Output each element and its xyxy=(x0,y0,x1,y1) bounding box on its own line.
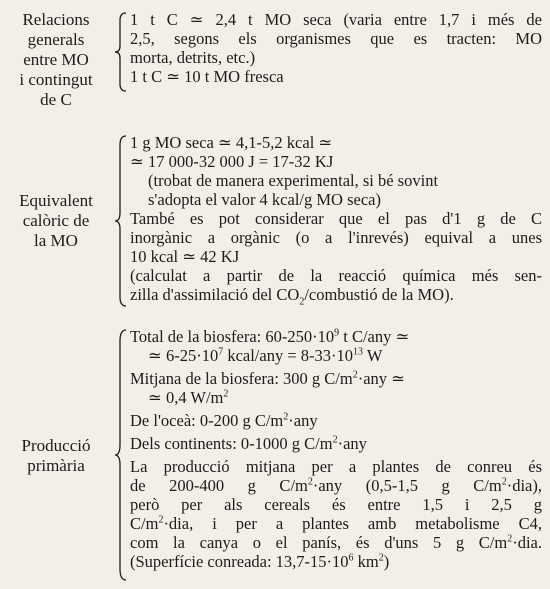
label-line: i contingut xyxy=(19,70,93,89)
text-line xyxy=(130,476,542,495)
text-line: La producció mitjana per a plantes de conreu és xyxy=(130,457,542,476)
text-line xyxy=(130,411,542,430)
curly-brace xyxy=(112,135,128,307)
text-fragment: ·dia, i per a plantes amb metabolisme C4, xyxy=(163,514,542,533)
text-fragment: ·any ≃ xyxy=(357,369,405,388)
superscript: 2 xyxy=(307,476,313,488)
text-fragment: t C/any ≃ xyxy=(339,327,410,346)
text-fragment: /combustió de la MO). xyxy=(304,285,454,304)
text-line xyxy=(130,552,542,571)
superscript: 6 xyxy=(348,552,354,564)
superscript: 2 xyxy=(158,514,164,526)
section-label xyxy=(0,191,112,251)
superscript: 2 xyxy=(332,434,338,446)
text-fragment: ≃ 6-25·10 xyxy=(148,346,219,365)
text-fragment: Total de la biosfera: 60-250·10 xyxy=(130,327,335,346)
subscript: 2 xyxy=(299,296,305,308)
text-line xyxy=(130,285,542,308)
text-line: També es pot considerar que el pas d'1 g de C xyxy=(130,209,542,228)
text-fragment: ·any xyxy=(337,434,367,453)
section-produccio xyxy=(0,325,550,585)
label-line: entre MO xyxy=(23,50,89,69)
text-line: però per als cereals és entre 1,5 i 2,5 g xyxy=(130,495,542,514)
label-line: Equivalent xyxy=(19,191,93,210)
text-fragment: de 200-400 g C/m xyxy=(130,476,308,495)
text-fragment: De l'oceà: 0-200 g C/m xyxy=(130,411,284,430)
superscript: 2 xyxy=(352,369,358,381)
section-content xyxy=(130,327,542,571)
superscript: 2 xyxy=(283,411,289,423)
text-line: 1 g MO seca ≃ 4,1-5,2 kcal ≃ xyxy=(130,133,333,152)
text-fragment: ·any xyxy=(288,411,318,430)
text-fragment: Mitjana de la biosfera: 300 g C/m xyxy=(130,369,353,388)
label-line: Relacions xyxy=(22,10,90,29)
text-line: (trobat de manera experimental, si bé sovint xyxy=(148,171,439,190)
text-line xyxy=(130,327,542,346)
text-line xyxy=(130,533,542,552)
section-label xyxy=(0,10,112,110)
section-relacions xyxy=(0,8,550,108)
text-line xyxy=(130,434,542,453)
text-fragment: ·dia), xyxy=(506,476,542,495)
text-fragment: Dels continents: 0-1000 g C/m xyxy=(130,434,333,453)
superscript: 2 xyxy=(378,552,384,564)
section-label xyxy=(0,436,112,476)
text-fragment: W xyxy=(363,346,383,365)
text-fragment: C/m xyxy=(130,514,159,533)
text-fragment: ) xyxy=(383,552,390,571)
superscript: 9 xyxy=(334,327,340,339)
text-line xyxy=(130,388,542,407)
text-fragment: com la canya o el panís, és d'uns 5 g C/m xyxy=(130,533,508,552)
text-fragment: km xyxy=(353,552,379,571)
text-fragment: ≃ 0,4 W/m xyxy=(148,388,224,407)
text-line: 2,5, segons els organismes que es tracten: MO xyxy=(130,29,542,48)
text-line xyxy=(130,346,542,365)
text-line: morta, detrits, etc.) xyxy=(130,48,256,67)
section-equivalent xyxy=(0,131,550,311)
text-fragment: ·any (0,5-1,5 g C/m xyxy=(312,476,502,495)
superscript: 2 xyxy=(223,388,229,400)
label-line: calòric de xyxy=(22,211,90,230)
text-fragment: (Superfície conreada: 13,7-15·10 xyxy=(130,552,349,571)
text-line: 1 t C ≃ 10 t MO fresca xyxy=(130,67,284,86)
text-fragment: ·dia. xyxy=(512,533,542,552)
superscript: 2 xyxy=(501,476,507,488)
text-line: ≃ 17 000-32 000 J = 17-32 KJ xyxy=(130,152,334,171)
superscript: 2 xyxy=(507,533,513,545)
section-content xyxy=(130,133,542,308)
text-line: 1 t C ≃ 2,4 t MO seca (varia entre 1,7 i més de xyxy=(130,10,542,29)
label-line: de C xyxy=(40,90,72,109)
text-line: inorgànic a orgànic (o a l'inrevés) equival a unes xyxy=(130,228,542,247)
text-line: (calculat a partir de la reacció química més sen- xyxy=(130,266,542,285)
text-line xyxy=(130,369,542,388)
label-line: la MO xyxy=(34,231,78,250)
text-line: 10 kcal ≃ 42 KJ xyxy=(130,247,240,266)
superscript: 13 xyxy=(353,346,364,358)
label-line: generals xyxy=(27,30,85,49)
text-line: s'adopta el valor 4 kcal/g MO seca) xyxy=(148,190,381,209)
text-fragment: kcal/any = 8-33·10 xyxy=(223,346,354,365)
curly-brace xyxy=(112,12,128,92)
curly-brace xyxy=(112,329,128,581)
superscript: 7 xyxy=(218,346,224,358)
text-fragment: zilla d'assimilació del CO xyxy=(130,285,300,304)
section-content xyxy=(130,10,542,86)
label-line: Producció xyxy=(21,436,91,455)
label-line: primària xyxy=(27,456,85,475)
text-line xyxy=(130,514,542,533)
